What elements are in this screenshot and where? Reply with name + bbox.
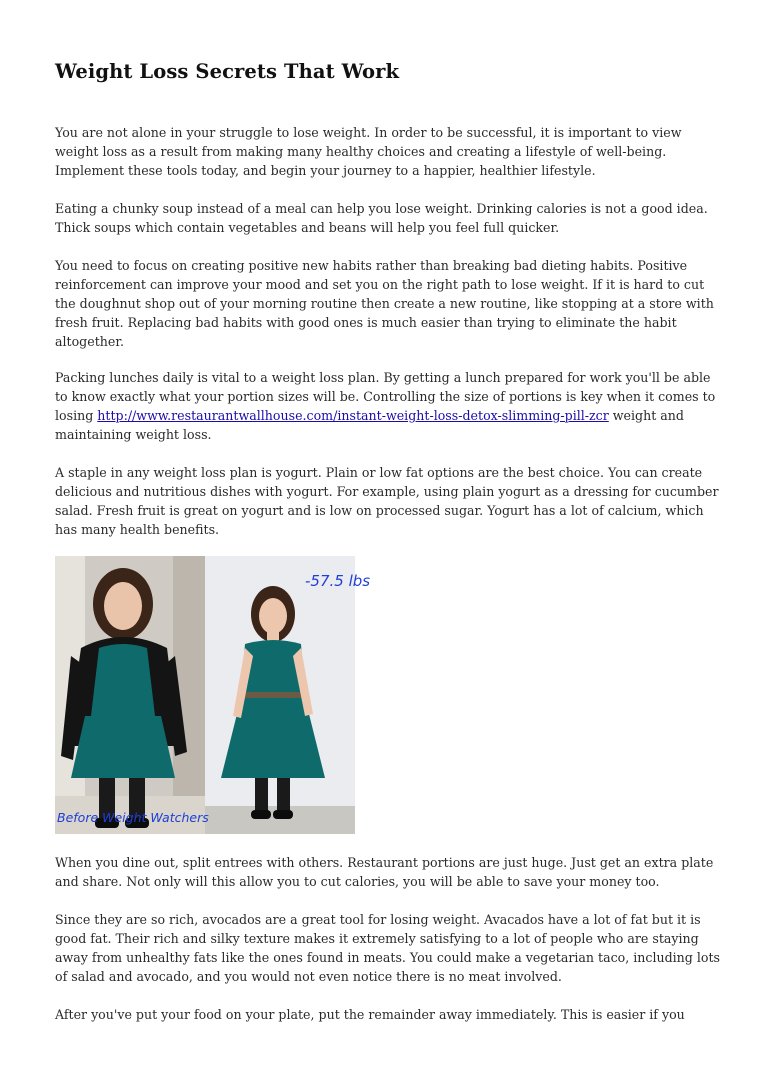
- page-title: Weight Loss Secrets That Work: [55, 60, 400, 83]
- paragraph-lunches-tail: weight and maintaining weight loss.: [55, 408, 684, 442]
- after-weight-label: -57.5 lbs: [305, 572, 371, 590]
- paragraph-avocados: Since they are so rich, avocados are a great tool for losing weight. Avacados have a lot of fat but it is good fat. Their rich and silky texture makes it extremely satisfying to a lot of people who are staying away from unhealthy fats like the ones found in meats. You could make a vegetarian taco, including lots of salad and avocado, and you would not even notice there is no meat involved.: [55, 912, 720, 984]
- paragraph-leftovers: After you've put your food on your plate, put the remainder away immediately. This is easier if you: [55, 1007, 685, 1022]
- paragraph-lunches: [55, 368, 720, 444]
- before-label: Before Weight Watchers: [57, 810, 209, 825]
- paragraph-lunches-text: Packing lunches daily is vital to a weight loss plan. By getting a lunch prepared for work you'll be able to know exactly what your portion sizes will be. Controlling the size of portions is key when it comes to losing: [55, 370, 716, 423]
- paragraph-dining: When you dine out, split entrees with others. Restaurant portions are just huge. Just get an extra plate and share. Not only will this allow you to cut calories, you will be able to save your money too.: [55, 855, 714, 889]
- before-after-photo: [55, 556, 371, 834]
- before-after-illustration: [55, 556, 371, 834]
- paragraph-soup: Eating a chunky soup instead of a meal can help you lose weight. Drinking calories is not a good idea. Thick soups which contain vegetables and beans will help you feel full quicker.: [55, 201, 708, 235]
- paragraph-yogurt: A staple in any weight loss plan is yogurt. Plain or low fat options are the best choice. You can create delicious and nutritious dishes with yogurt. For example, using plain yogurt as a dressing for cucumber salad. Fresh fruit is great on yogurt and is low on processed sugar. Yogurt has a lot of calcium, which has many health benefits.: [55, 465, 719, 537]
- paragraph-intro: You are not alone in your struggle to lose weight. In order to be successful, it is important to view weight loss as a result from making many healthy choices and creating a lifestyle of well-being. Implement these tools today, and begin your journey to a happier, healthier lifestyle.: [55, 125, 682, 178]
- article-link[interactable]: http://www.restaurantwallhouse.com/instant-weight-loss-detox-slimming-pill-zcr: [97, 408, 609, 423]
- paragraph-habits: You need to focus on creating positive new habits rather than breaking bad dieting habits. Positive reinforcement can improve your mood and set you on the right path to lose weight. If it is hard to cut the doughnut shop out of your morning routine then create a new routine, like stopping at a store with fresh fruit. Replacing bad habits with good ones is much easier than trying to eliminate the habit altogether.: [55, 258, 714, 349]
